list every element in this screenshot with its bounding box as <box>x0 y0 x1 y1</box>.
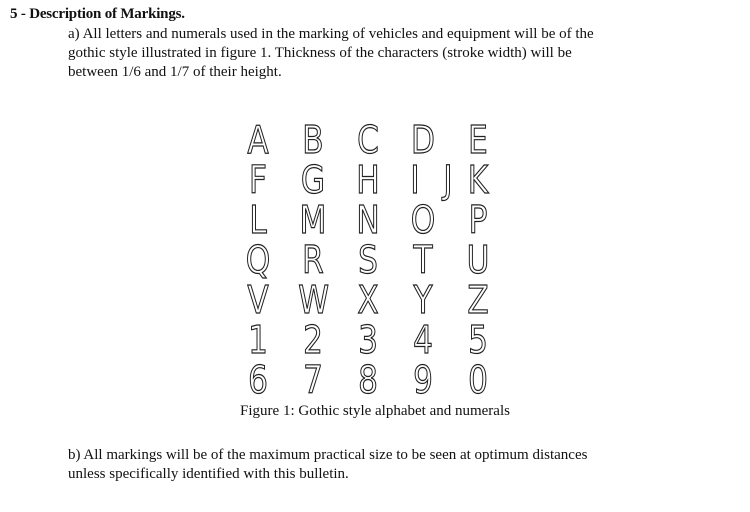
paragraph-a <box>68 25 728 82</box>
paragraph-b <box>68 446 728 484</box>
glyph-i: I <box>410 158 420 202</box>
glyph-s: S <box>358 238 378 282</box>
glyph-x: X <box>357 278 379 322</box>
glyph-5: 5 <box>468 318 488 362</box>
glyph-q: Q <box>245 238 271 282</box>
glyph-4: 4 <box>413 318 433 362</box>
glyph-6: 6 <box>248 358 268 402</box>
glyph-c: C <box>357 118 379 162</box>
section-heading: 5 - Description of Markings. <box>10 6 185 22</box>
glyph-1: 1 <box>248 318 268 362</box>
glyph-b: B <box>302 118 324 162</box>
glyph-0: 0 <box>468 358 488 402</box>
glyph-p: P <box>468 198 488 242</box>
glyph-f: F <box>249 158 267 202</box>
paragraph-a-line: a) All letters and numerals used in the marking of vehicles and equipment will be of the <box>68 26 594 42</box>
glyph-d: D <box>410 118 435 162</box>
paragraph-a-line: between 1/6 and 1/7 of their height. <box>68 64 282 80</box>
glyph-m: M <box>299 198 327 242</box>
glyph-o: O <box>410 198 436 242</box>
glyph-j: J <box>443 158 453 202</box>
glyph-w: W <box>298 278 330 322</box>
figure-caption: Figure 1: Gothic style alphabet and numerals <box>240 403 510 419</box>
gothic-alphabet-figure <box>240 118 500 402</box>
glyph-9: 9 <box>413 358 433 402</box>
glyph-7: 7 <box>303 358 323 402</box>
glyph-g: G <box>300 158 326 202</box>
glyph-e: E <box>468 118 488 162</box>
glyph-a: A <box>247 118 269 162</box>
paragraph-b-line: b) All markings will be of the maximum practical size to be seen at optimum distances <box>68 447 588 463</box>
glyph-v: V <box>247 278 269 322</box>
glyph-r: R <box>302 238 324 282</box>
glyph-u: U <box>466 238 490 282</box>
paragraph-a-line: gothic style illustrated in figure 1. Thickness of the characters (stroke width) will be <box>68 45 572 61</box>
glyph-h: H <box>356 158 380 202</box>
glyph-8: 8 <box>358 358 378 402</box>
glyph-z: Z <box>467 278 489 322</box>
glyph-3: 3 <box>358 318 378 362</box>
glyph-n: N <box>356 198 380 242</box>
paragraph-b-line: unless specifically identified with this bulletin. <box>68 466 349 482</box>
glyph-l: L <box>249 198 267 242</box>
glyph-k: K <box>467 158 489 202</box>
glyph-y: Y <box>413 278 433 322</box>
glyph-2: 2 <box>303 318 323 362</box>
glyph-t: T <box>413 238 433 282</box>
